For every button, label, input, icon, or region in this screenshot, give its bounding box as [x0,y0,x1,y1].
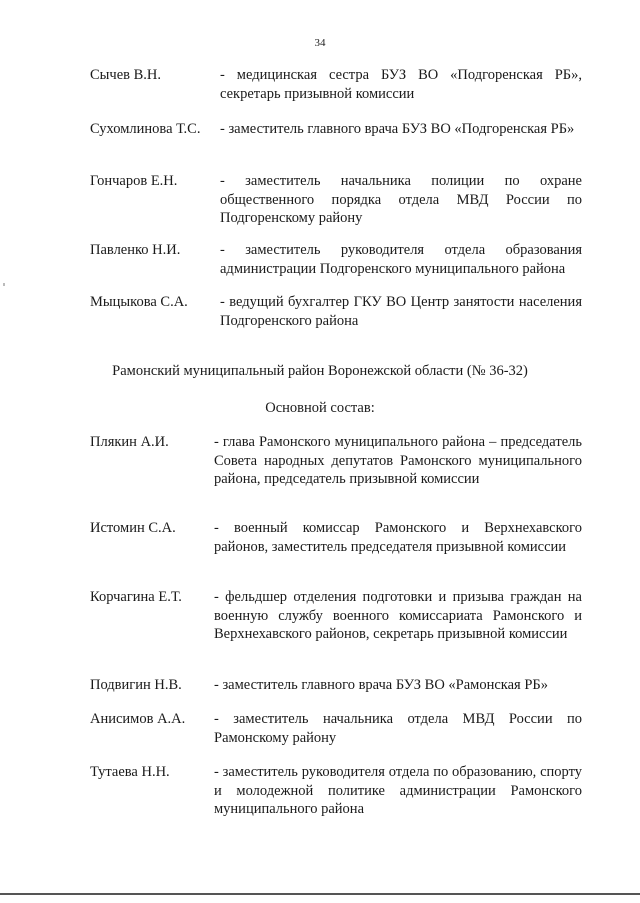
page-bottom-edge [0,893,640,895]
member-name: Истомин С.А. [90,520,176,536]
member-name: Корчагина Е.Т. [90,589,182,605]
member-name: Анисимов А.А. [90,711,186,727]
member-role: - глава Рамонского муниципального района – председатель Совета народных депутатов Рамонского муниципального района, председатель призывной комиссии [214,434,582,487]
member-role: - фельдшер отделения подготовки и призыва граждан на военную службу военного комиссариата Рамонского и Верхнехавского районов, секретарь призывной комиссии [214,589,582,642]
member-role: - заместитель главного врача БУЗ ВО «Подгоренская РБ» [220,121,575,137]
member-name: Плякин А.И. [90,434,169,450]
district-heading: Рамонский муниципальный район Воронежской области (№ 36-32) [112,363,528,379]
member-role: - заместитель руководителя отдела образования администрации Подгоренского муниципального района [220,242,582,277]
page-number: 34 [314,37,326,49]
member-name: Гончаров Е.Н. [90,173,178,189]
member-role: - заместитель начальника полиции по охране общественного порядка отдела МВД России по Подгоренскому району [220,173,582,226]
member-role: - ведущий бухгалтер ГКУ ВО Центр занятости населения Подгоренского района [220,294,582,329]
member-role: - заместитель руководителя отдела по образованию, спорту и молодежной политике администрации Рамонского муниципального района [214,764,582,817]
member-role: - медицинская сестра БУЗ ВО «Подгоренская РБ», секретарь призывной комиссии [220,67,582,102]
member-name: Мыцыкова С.А. [90,294,188,310]
member-name: Сухомлинова Т.С. [90,121,201,137]
member-role: - военный комиссар Рамонского и Верхнехавского районов, заместитель председателя призывной комиссии [214,520,582,555]
member-name: Подвигин Н.В. [90,677,182,693]
member-name: Тутаева Н.Н. [90,764,170,780]
composition-subheading: Основной состав: [265,400,375,416]
member-name: Павленко Н.И. [90,242,181,258]
scan-mark [3,283,5,286]
member-role: - заместитель начальника отдела МВД России по Рамонскому району [214,711,582,746]
member-role: - заместитель главного врача БУЗ ВО «Рамонская РБ» [214,677,548,693]
member-name: Сычев В.Н. [90,67,162,83]
